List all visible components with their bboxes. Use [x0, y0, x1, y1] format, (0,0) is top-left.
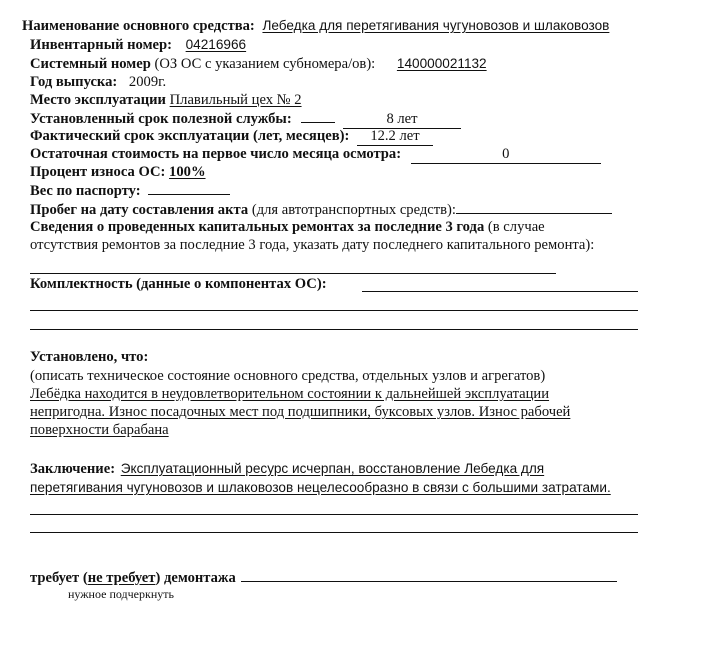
system-number-label: Системный номер [30, 56, 151, 72]
completeness-rule-2 [30, 310, 638, 311]
dismantling-requires: требует [30, 570, 80, 586]
conclusion-rule-2 [30, 532, 638, 533]
actual-life-label: Фактический срок эксплуатации (лет, месяцев): [30, 128, 350, 144]
findings-text-line-1 [30, 385, 549, 403]
completeness-rule-1 [362, 291, 638, 292]
repairs-note-2: отсутствия ремонтов за последние 3 года, указать дату последнего капитального ремонта): [30, 237, 595, 253]
service-life-line [30, 109, 461, 129]
completeness-label: Комплектность (данные о компонентах ОС): [30, 276, 327, 292]
location-label: Место эксплуатации [30, 92, 166, 108]
dismantling-blank [241, 568, 617, 582]
findings-title-line [30, 348, 148, 366]
mileage-note: (для автотранспортных средств): [251, 202, 456, 218]
actual-life-line [30, 127, 433, 146]
inventory-label: Инвентарный номер: [30, 37, 172, 53]
actual-life-value: 12.2 лет [357, 127, 433, 146]
findings-text-2: непригодна. Износ посадочных мест под подшипники, буксовых узлов. Износ рабочей [30, 404, 571, 420]
weight-label: Вес по паспорту: [30, 183, 141, 199]
wear-line [30, 163, 206, 181]
mileage-label: Пробег на дату составления акта [30, 202, 249, 218]
year-value: 2009г. [128, 74, 167, 90]
findings-text-line-3 [30, 421, 169, 439]
conclusion-line-2 [30, 479, 611, 497]
weight-line [30, 181, 230, 200]
year-line [30, 73, 166, 91]
service-life-value: 8 лет [343, 110, 461, 129]
findings-text-1: Лебёдка находится в неудовлетворительном состоянии к дальнейшей эксплуатации [30, 386, 550, 402]
repairs-label: Сведения о проведенных капитальных ремонтах за последние 3 года [30, 219, 485, 235]
service-life-blank [301, 109, 335, 123]
system-number-value: 140000021132 [396, 56, 487, 71]
service-life-label: Установленный срок полезной службы: [30, 111, 292, 127]
findings-text-3: поверхности барабана [30, 422, 169, 438]
conclusion-text-1: Эксплуатационный ресурс исчерпан, восстановление Лебедка для [120, 461, 545, 476]
system-number-note: (ОЗ ОС с указанием субномера/ов): [154, 56, 376, 72]
findings-note-line [30, 367, 545, 385]
completeness-line [30, 275, 327, 293]
mileage-blank [456, 200, 612, 214]
repairs-line [30, 218, 545, 236]
wear-value: 100% [169, 164, 206, 180]
location-value: Плавильный цех № 2 [169, 92, 302, 108]
conclusion-text-2: перетягивания чугуновозов и шлаковозов нецелесообразно в связи с большими затратами. [30, 480, 611, 495]
findings-text-line-2 [30, 403, 570, 421]
dismantling-hint: нужное подчеркнуть [68, 587, 174, 601]
residual-label: Остаточная стоимость на первое число месяца осмотра: [30, 146, 402, 162]
asset-name-value: Лебедка для перетягивания чугуновозов и шлаковозов [262, 18, 610, 33]
conclusion-rule-1 [30, 514, 638, 515]
completeness-rule-3 [30, 329, 638, 330]
findings-note: (описать техническое состояние основного средства, отдельных узлов и агрегатов) [30, 368, 546, 384]
repairs-note-line [30, 236, 594, 254]
location-line [30, 91, 302, 109]
dismantling-hint-line [68, 585, 174, 603]
repairs-note-1: (в случае [487, 219, 545, 235]
residual-line [30, 145, 601, 164]
repairs-blank-rule [30, 273, 556, 274]
weight-blank [148, 181, 230, 195]
residual-value: 0 [411, 145, 601, 164]
asset-name-label: Наименование основного средства: [22, 18, 255, 34]
dismantling-line: требует (не требует) демонтажа [30, 568, 617, 587]
inventory-line [30, 36, 246, 54]
findings-title: Установлено, что: [30, 349, 149, 365]
conclusion-line-1 [30, 460, 544, 478]
inventory-value: 04216966 [185, 37, 247, 52]
mileage-line [30, 200, 612, 219]
asset-name-line [22, 17, 609, 35]
system-number-line [30, 55, 487, 73]
dismantling-word: демонтажа [163, 570, 236, 586]
wear-label: Процент износа ОС: [30, 164, 166, 180]
year-label: Год выпуска: [30, 74, 118, 90]
dismantling-not-requires: не требует [87, 570, 156, 586]
conclusion-label: Заключение: [30, 461, 116, 477]
